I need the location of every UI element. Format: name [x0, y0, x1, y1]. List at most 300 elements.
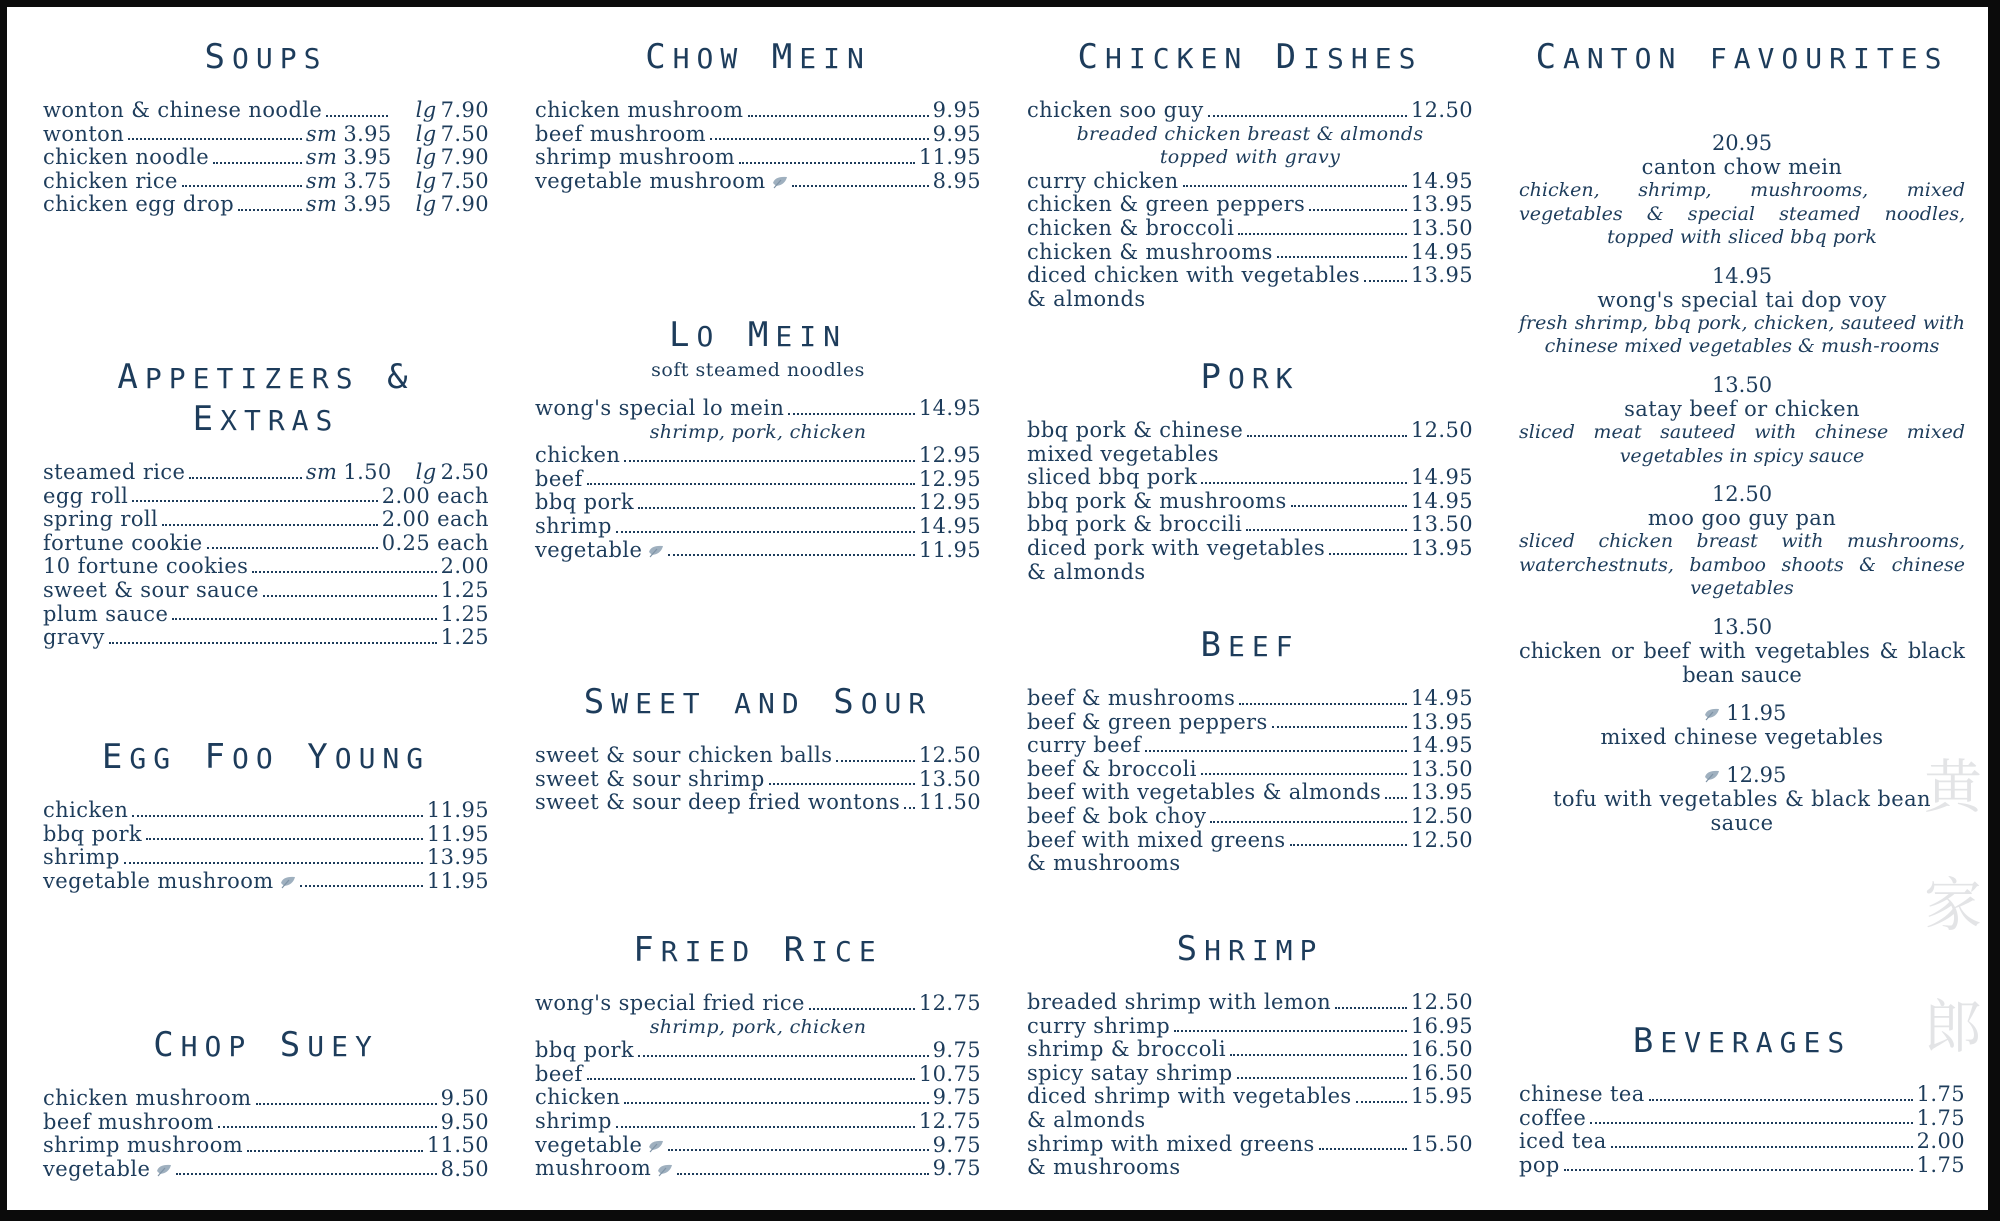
item-list: [535, 744, 981, 815]
item-list: [535, 99, 981, 193]
menu-item: [1027, 781, 1473, 805]
item-price: 8.50: [440, 1156, 489, 1181]
dot-leader: [809, 1008, 915, 1010]
vegetarian-leaf-icon: [156, 1163, 172, 1177]
item-price-large: 7.50: [440, 121, 489, 146]
item-name: chicken: [43, 798, 129, 822]
dot-leader: [638, 1055, 929, 1057]
item-name: vegetable: [535, 1134, 664, 1158]
menu-item: [43, 823, 489, 847]
item-price: 1.25: [440, 625, 489, 650]
menu-item: [1519, 1154, 1965, 1178]
section-title: SHRIMP: [1176, 929, 1324, 969]
dot-leader: [1247, 435, 1407, 437]
item-name: beef mushroom: [535, 121, 706, 146]
section-title: PORK: [1200, 357, 1300, 397]
dot-leader: [1564, 1169, 1913, 1171]
item-list: [43, 99, 489, 217]
menu-column-2: [535, 7, 981, 1210]
item-price: 13.95: [1410, 192, 1473, 217]
item-price: 14.95: [1410, 686, 1473, 710]
item-price: 15.50: [1410, 1131, 1473, 1156]
menu-item: [535, 539, 981, 563]
menu-item: [43, 146, 489, 170]
dish-price-line: [1519, 701, 1965, 725]
item-price: 9.50: [440, 1109, 489, 1134]
dot-leader: [1277, 256, 1407, 258]
dot-leader: [668, 554, 915, 556]
dish-description: fresh shrimp, bbq pork, chicken, sauteed with chinese mixed vegetables & mush-rooms: [1519, 311, 1965, 358]
item-price: 11.95: [426, 821, 489, 846]
section-chop-suey: [43, 1025, 489, 1181]
dot-leader: [176, 1173, 436, 1175]
vegetarian-leaf-icon: [1704, 769, 1720, 783]
item-price: 12.50: [1410, 98, 1473, 122]
item-name: pop: [1519, 1152, 1560, 1177]
item-name: shrimp with mixed greens: [1027, 1131, 1315, 1156]
dot-leader: [1145, 750, 1407, 752]
dish-price-line: [1519, 131, 1965, 155]
dot-leader: [1309, 209, 1407, 211]
dot-leader: [668, 1149, 928, 1151]
menu-item: [1027, 537, 1473, 561]
item-name: beef & broccoli: [1027, 756, 1197, 781]
item-price: 12.75: [918, 1108, 981, 1133]
vegetarian-leaf-icon: [657, 1163, 673, 1177]
menu-item: [535, 1157, 981, 1181]
dot-leader: [1590, 1122, 1912, 1124]
item-name: chicken egg drop: [43, 192, 235, 217]
size-large-label: lg: [415, 145, 437, 170]
item-price: 2.00 each: [381, 483, 489, 508]
section-soups: [43, 37, 489, 217]
dot-leader: [792, 185, 929, 187]
item-price: 13.95: [1410, 535, 1473, 560]
item-name: 10 fortune cookies: [43, 554, 249, 579]
dot-leader: [1183, 185, 1407, 187]
section-title: APPETIZERS & EXTRAS: [117, 357, 415, 439]
item-price: 12.75: [918, 991, 981, 1015]
size-large-label: lg: [415, 460, 437, 484]
dot-leader: [587, 483, 915, 485]
item-name: egg roll: [43, 483, 129, 508]
item-name: wong's special fried rice: [535, 991, 805, 1015]
menu-item: [43, 846, 489, 870]
section-title: CANTON FAVOURITES: [1535, 37, 1949, 77]
item-price: 8.95: [932, 168, 981, 193]
menu-item: [1027, 805, 1473, 829]
menu-item: [43, 170, 489, 194]
item-name: chicken mushroom: [43, 1086, 252, 1110]
item-price: 12.50: [1410, 803, 1473, 828]
item-name: vegetable: [535, 539, 664, 563]
menu-item: [535, 1086, 981, 1110]
menu-item: [535, 170, 981, 194]
item-name: shrimp: [535, 1108, 612, 1133]
menu-item: [1027, 170, 1473, 194]
dot-leader: [1174, 1030, 1407, 1032]
item-price: 13.95: [1410, 709, 1473, 734]
menu-item: [1027, 513, 1473, 537]
section-title: BEEF: [1200, 625, 1300, 665]
size-small-label: sm: [305, 168, 338, 193]
size-small-label: sm: [305, 192, 338, 217]
item-list: [535, 444, 981, 562]
size-small-label: sm: [305, 121, 338, 146]
dot-leader: [1201, 482, 1407, 484]
section-canton-favourites: [1519, 37, 1965, 849]
vegetarian-leaf-icon: [648, 1139, 664, 1153]
item-price: 9.75: [932, 1132, 981, 1157]
menu-item: [535, 491, 981, 515]
dish-price: 13.50: [1711, 614, 1773, 639]
dot-leader: [109, 642, 437, 644]
item-price-group: [306, 146, 489, 170]
dot-leader: [128, 138, 302, 140]
dot-leader: [162, 524, 378, 526]
menu-item: [43, 870, 489, 894]
section-title: BEVERAGES: [1632, 1021, 1852, 1061]
dot-leader: [748, 115, 929, 117]
item-price: 10.75: [918, 1061, 981, 1086]
item-name: vegetable: [43, 1158, 172, 1182]
item-price: 14.95: [1410, 239, 1473, 264]
item-name: mushroom: [535, 1157, 673, 1181]
item-price: 9.75: [932, 1156, 981, 1181]
size-small-label: sm: [305, 145, 338, 170]
item-price: 16.50: [1410, 1037, 1473, 1062]
dot-leader: [836, 760, 914, 762]
item-list: [1027, 419, 1473, 584]
menu-item: [43, 1158, 489, 1182]
featured-dish: [1519, 264, 1965, 359]
dish-price: 12.95: [1719, 762, 1787, 787]
menu-item: [1027, 1015, 1473, 1039]
item-name: chicken mushroom: [535, 98, 744, 122]
watermark-calligraphy-char: 家: [1923, 871, 1982, 939]
menu-item: [535, 146, 981, 170]
menu-item: [1027, 419, 1473, 443]
featured-dish: [1519, 482, 1965, 601]
item-price: 12.50: [1410, 990, 1473, 1014]
item-price-group: [306, 193, 489, 217]
item-price: 15.95: [1410, 1084, 1473, 1109]
section-fried-rice: [535, 930, 981, 1181]
item-price: 13.50: [1410, 756, 1473, 781]
item-price: 13.50: [1410, 215, 1473, 240]
item-price: 2.00: [1916, 1129, 1965, 1154]
menu-item: [1519, 1083, 1965, 1107]
dot-leader: [677, 1173, 928, 1175]
item-name-continued: & almonds: [1027, 559, 1146, 584]
item-price: 11.50: [918, 790, 981, 815]
dish-name: mixed chinese vegetables: [1600, 724, 1884, 749]
menu-item: [535, 468, 981, 492]
dot-leader: [1208, 115, 1407, 117]
item-name: beef & green peppers: [1027, 709, 1268, 734]
menu-item: [1027, 1133, 1473, 1157]
item-list: [1027, 991, 1473, 1180]
item-name: sweet & sour chicken balls: [535, 743, 833, 767]
item-name: chicken rice: [43, 168, 178, 193]
item-list: [535, 1039, 981, 1181]
item-price: 14.95: [1410, 733, 1473, 758]
size-large-label: lg: [415, 168, 437, 193]
item-name: bbq pork: [535, 490, 635, 515]
menu-item: [43, 555, 489, 579]
menu-item: [1519, 1107, 1965, 1131]
featured-dish: [1519, 763, 1965, 835]
item-name-continued: & almonds: [1027, 1107, 1146, 1132]
item-list: [43, 1087, 489, 1181]
section-title: SWEET AND SOUR: [583, 682, 933, 722]
item-price: 9.75: [932, 1085, 981, 1110]
dot-leader: [238, 209, 302, 211]
item-description: shrimp, pork, chicken: [649, 1015, 867, 1038]
dish-name: wong's special tai dop voy: [1597, 287, 1887, 312]
item-price: 1.75: [1916, 1105, 1965, 1130]
menu-item: [43, 1087, 489, 1111]
menu-column-4: [1519, 7, 1965, 1210]
dot-leader: [710, 138, 929, 140]
dot-leader: [132, 815, 423, 817]
dish-price: 11.95: [1719, 700, 1787, 725]
item-list: [43, 799, 489, 893]
menu-item: [535, 397, 981, 421]
dot-leader: [263, 595, 437, 597]
dot-leader: [252, 571, 436, 573]
item-name: beef: [535, 1061, 583, 1086]
item-price: 13.95: [1410, 780, 1473, 805]
menu-item: [535, 744, 981, 768]
item-name: sweet & sour shrimp: [535, 766, 765, 791]
dish-price-line: [1519, 264, 1965, 288]
item-name: bbq pork: [43, 821, 143, 846]
item-price-large: 7.90: [440, 98, 489, 122]
item-name: wong's special lo mein: [535, 396, 785, 420]
item-name: chicken soo guy: [1027, 98, 1204, 122]
section-title: EGG FOO YOUNG: [101, 737, 431, 777]
item-price: 12.50: [1410, 418, 1473, 442]
dot-leader: [146, 838, 423, 840]
dot-leader: [213, 162, 302, 164]
item-name: chicken: [535, 1085, 621, 1110]
section-title: FRIED RICE: [633, 930, 883, 970]
item-price: 16.50: [1410, 1060, 1473, 1085]
menu-column-1: [43, 7, 489, 1210]
dish-price: 12.50: [1711, 482, 1773, 507]
menu-item: [43, 603, 489, 627]
menu-item: [535, 515, 981, 539]
item-name: beef & mushrooms: [1027, 686, 1236, 710]
section-lo-mein: [535, 315, 981, 562]
watermark-calligraphy-char: 郎: [1923, 993, 1982, 1061]
menu-item: [1027, 991, 1473, 1015]
vegetarian-leaf-icon: [280, 875, 296, 889]
item-price-large: 7.50: [440, 168, 489, 193]
vegetarian-leaf-icon: [772, 175, 788, 189]
section-chow-mein: [535, 37, 981, 193]
dot-leader: [300, 885, 423, 887]
item-description: topped with gravy: [1159, 146, 1341, 169]
dot-leader: [172, 618, 436, 620]
item-name: bbq pork: [535, 1038, 635, 1063]
dish-price: 13.50: [1711, 372, 1773, 397]
menu-item: [535, 768, 981, 792]
item-name: vegetable mushroom: [43, 870, 296, 894]
section-title: CHICKEN DISHES: [1077, 37, 1423, 77]
menu-item: [535, 1063, 981, 1087]
item-name: beef with mixed greens: [1027, 827, 1286, 852]
size-large-label: lg: [415, 121, 437, 146]
dish-price-line: [1519, 615, 1965, 639]
menu-item: [1027, 1062, 1473, 1086]
size-large-label: lg: [415, 98, 437, 122]
menu-item: [535, 1134, 981, 1158]
dot-leader: [1364, 280, 1407, 282]
menu-item: [1027, 1085, 1473, 1109]
dish-price-line: [1519, 763, 1965, 787]
menu-item: [43, 579, 489, 603]
dish-name: chicken or beef with vegetables & black bean sauce: [1519, 638, 1965, 687]
item-list: [1027, 170, 1473, 312]
item-price: 12.95: [918, 443, 981, 468]
dot-leader: [256, 1103, 437, 1105]
item-name: beef: [535, 466, 583, 491]
item-price: 13.95: [426, 845, 489, 870]
dish-description: sliced chicken breast with mushrooms, waterchestnuts, bamboo shoots & chinese vegetables: [1519, 530, 1965, 600]
item-price: 9.95: [932, 121, 981, 146]
section-title: LO MEIN: [669, 315, 847, 355]
dot-leader: [207, 547, 378, 549]
dot-leader: [587, 1078, 915, 1080]
item-price: 12.50: [918, 743, 981, 767]
item-name: diced pork with vegetables: [1027, 535, 1326, 560]
section-pork: [1027, 357, 1473, 584]
dot-leader: [904, 807, 915, 809]
item-price: 1.75: [1916, 1082, 1965, 1106]
menu-item: [43, 799, 489, 823]
menu-item: [535, 444, 981, 468]
menu-item: [43, 99, 489, 123]
item-price-large: 2.50: [440, 460, 489, 484]
item-price: 11.95: [918, 145, 981, 170]
menu-item: [535, 992, 981, 1016]
featured-dish: [1519, 701, 1965, 749]
dot-leader: [1230, 1054, 1407, 1056]
section-title: CHOP SUEY: [153, 1025, 379, 1065]
menu-item: [43, 1111, 489, 1135]
item-price-group: [306, 170, 489, 194]
item-price: 9.50: [440, 1086, 489, 1110]
dish-name: canton chow mein: [1641, 155, 1843, 179]
item-name: shrimp: [43, 845, 120, 870]
item-price: 14.95: [1410, 488, 1473, 513]
dot-leader: [1210, 821, 1406, 823]
item-name: iced tea: [1519, 1129, 1607, 1154]
dot-leader: [218, 1126, 437, 1128]
item-name-continued: & mushrooms: [1027, 851, 1181, 876]
dot-leader: [788, 413, 915, 415]
dot-leader: [624, 460, 915, 462]
item-price: 0.25 each: [381, 530, 489, 555]
dot-leader: [739, 162, 915, 164]
featured-dish: [1519, 131, 1965, 250]
menu-item: [1027, 829, 1473, 853]
section-appetizers: [43, 357, 489, 650]
dot-leader: [247, 1150, 423, 1152]
dot-leader: [1329, 553, 1407, 555]
menu-item: [1027, 217, 1473, 241]
dot-leader: [124, 862, 423, 864]
dish-name: tofu with vegetables & black bean sauce: [1553, 786, 1931, 835]
size-large-label: lg: [415, 192, 437, 217]
menu-page: [7, 7, 1988, 1210]
menu-item: [1027, 758, 1473, 782]
item-name: spicy satay shrimp: [1027, 1060, 1233, 1085]
featured-dish: [1519, 373, 1965, 468]
vegetarian-leaf-icon: [1704, 707, 1720, 721]
dish-description: chicken, shrimp, mushrooms, mixed vegetables & special steamed noodles, topped with sliced bbq pork: [1519, 179, 1965, 249]
menu-column-3: [1027, 7, 1473, 1210]
item-name: vegetable mushroom: [535, 170, 788, 194]
item-name: diced shrimp with vegetables: [1027, 1084, 1352, 1109]
item-price: 13.50: [918, 766, 981, 791]
menu-item: [43, 532, 489, 556]
menu-item: [1027, 490, 1473, 514]
item-name: plum sauce: [43, 601, 169, 626]
item-name: wonton: [43, 121, 125, 146]
dish-name: moo goo guy pan: [1647, 506, 1837, 531]
dot-leader: [326, 115, 387, 117]
section-beverages: [1519, 1021, 1965, 1177]
item-price: 11.95: [426, 798, 489, 822]
item-price: 13.95: [1410, 263, 1473, 288]
item-price: 12.95: [918, 490, 981, 515]
dish-price-line: [1519, 373, 1965, 397]
menu-item: [1027, 193, 1473, 217]
item-name-continued: & almonds: [1027, 286, 1146, 311]
item-name: chicken noodle: [43, 145, 210, 170]
dish-description: sliced meat sauteed with chinese mixed vegetables in spicy sauce: [1519, 420, 1965, 467]
dot-leader: [638, 507, 915, 509]
item-price-large: 7.90: [440, 145, 489, 170]
menu-item: [535, 123, 981, 147]
item-name-continued: & mushrooms: [1027, 1155, 1181, 1180]
menu-item: [1519, 1130, 1965, 1154]
item-price: 13.50: [1410, 512, 1473, 537]
menu-item: [1027, 466, 1473, 490]
menu-item: [43, 485, 489, 509]
item-price: 11.95: [918, 537, 981, 562]
menu-item: [1027, 1038, 1473, 1062]
section-beef: [1027, 625, 1473, 876]
item-list: [1519, 1083, 1965, 1177]
item-name: sliced bbq pork: [1027, 465, 1198, 490]
item-name: shrimp & broccoli: [1027, 1037, 1226, 1062]
dot-leader: [616, 1126, 915, 1128]
item-name: chicken & green peppers: [1027, 192, 1306, 217]
menu-item: [1027, 711, 1473, 735]
item-name: chicken & mushrooms: [1027, 239, 1273, 264]
item-name: bbq pork & broccili: [1027, 512, 1243, 537]
item-name: curry chicken: [1027, 168, 1179, 193]
section-subtitle: soft steamed noodles: [651, 359, 865, 381]
menu-item: [43, 626, 489, 650]
item-list: [1027, 687, 1473, 876]
item-price-small: 3.95: [343, 121, 392, 146]
dish-price: 20.95: [1711, 131, 1773, 155]
